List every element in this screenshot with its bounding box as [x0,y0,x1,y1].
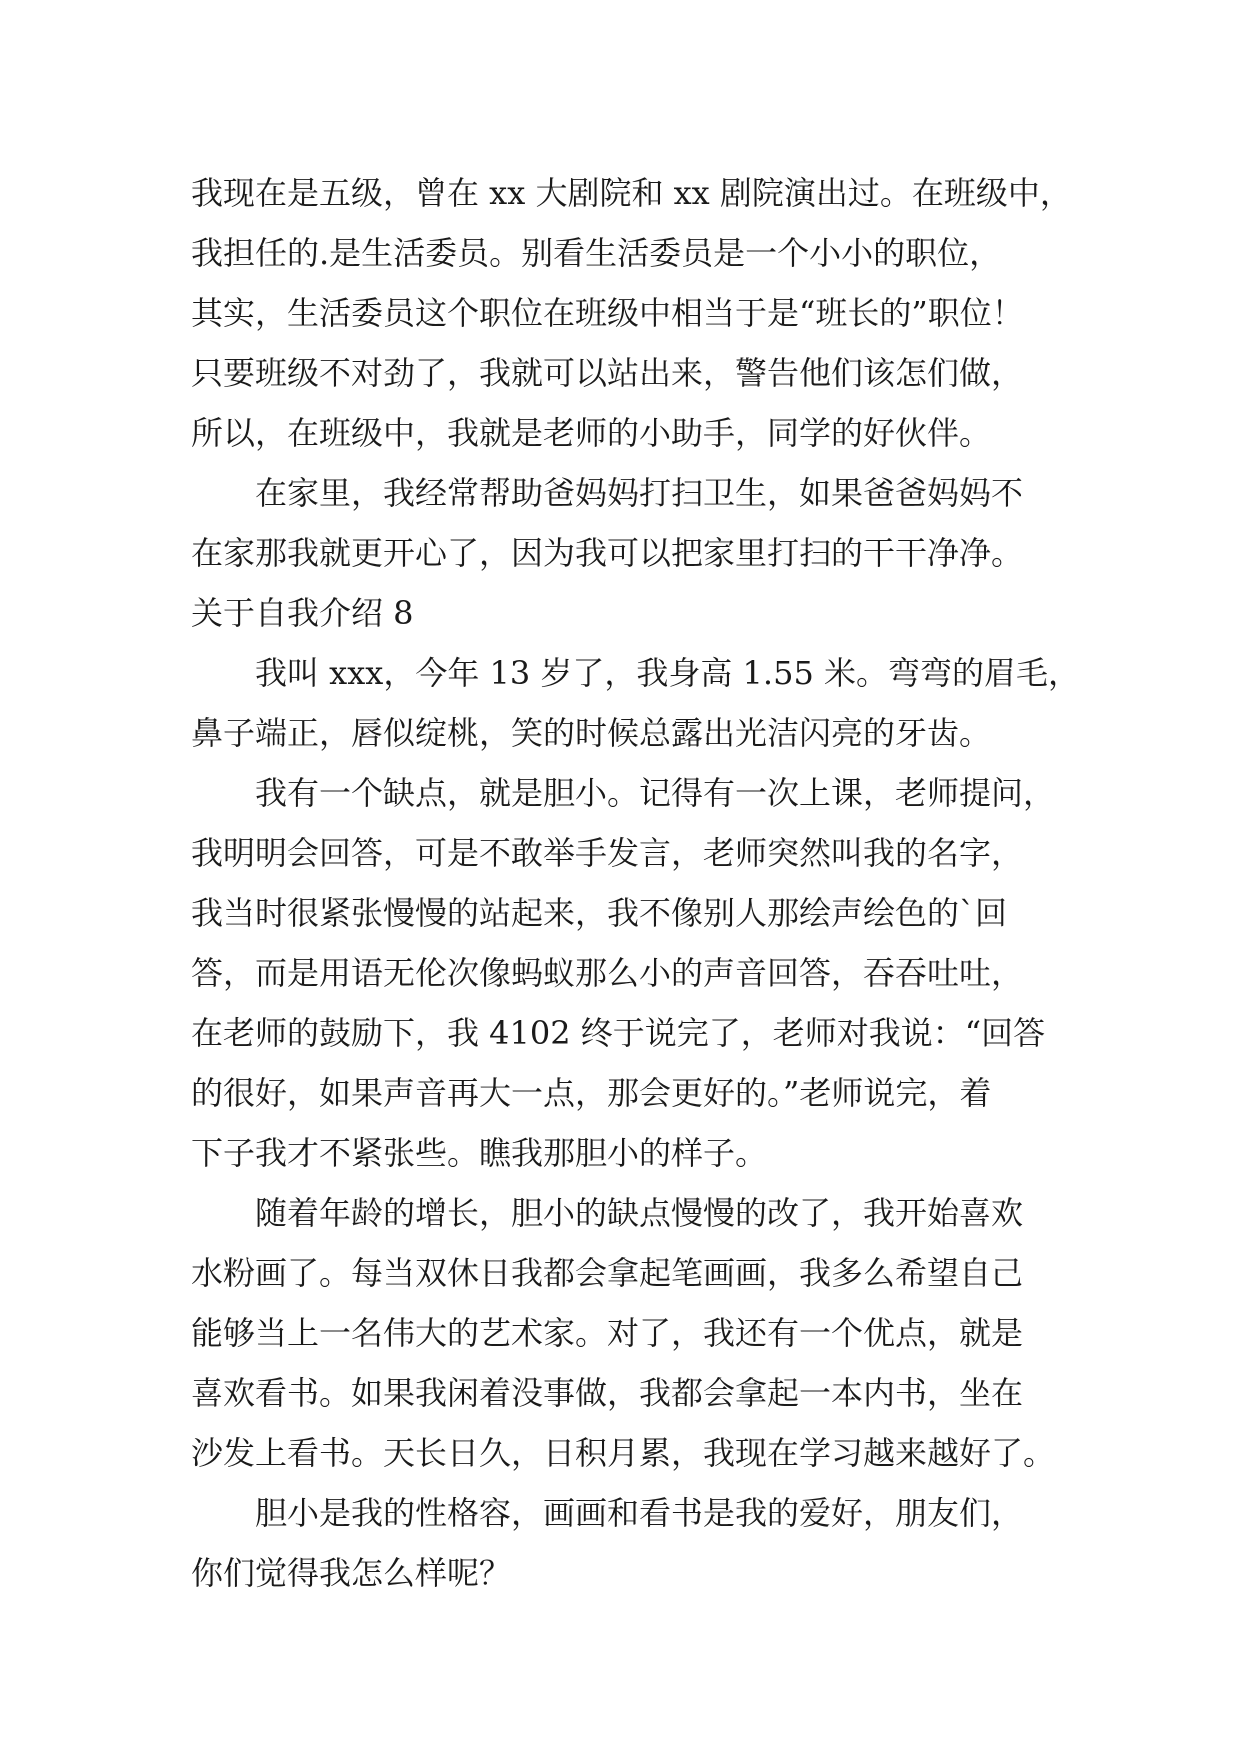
text-line: 我现在是五级，曾在 xx 大剧院和 xx 剧院演出过。在班级中， [191,174,1072,212]
text-line: 其实，生活委员这个职位在班级中相当于是“班长的”职位！ [191,294,1024,332]
text-line: 我当时很紧张慢慢的站起来，我不像别人那绘声绘色的`回 [191,894,1008,932]
text-line: 我担任的.是生活委员。别看生活委员是一个小小的职位， [191,234,1002,272]
text-line: 你们觉得我怎么样呢？ [191,1554,512,1592]
paragraph-start-line: 胆小是我的性格容，画画和看书是我的爱好，朋友们， [255,1494,1024,1532]
text-line: 只要班级不对劲了，我就可以站出来，警告他们该怎们做， [191,354,1024,392]
text-line: 喜欢看书。如果我闲着没事做，我都会拿起一本内书，坐在 [191,1374,1024,1412]
section-heading: 关于自我介绍 8 [191,594,414,632]
text-line: 我明明会回答，可是不敢举手发言，老师突然叫我的名字， [191,834,1024,872]
text-line: 在老师的鼓励下，我 4102 终于说完了，老师对我说：“回答 [191,1014,1046,1052]
paragraph-start-line: 在家里，我经常帮助爸妈妈打扫卫生，如果爸爸妈妈不 [255,474,1024,512]
text-line: 水粉画了。每当双休日我都会拿起笔画画，我多么希望自己 [191,1254,1024,1292]
text-line: 所以，在班级中，我就是老师的小助手，同学的好伙伴。 [191,414,992,452]
text-line: 答，而是用语无伦次像蚂蚁那么小的声音回答，吞吞吐吐， [191,954,1024,992]
paragraph-start-line: 我有一个缺点，就是胆小。记得有一次上课，老师提问， [255,774,1056,812]
document-body [191,163,1080,1603]
paragraph-start-line: 随着年龄的增长，胆小的缺点慢慢的改了，我开始喜欢 [255,1194,1024,1232]
text-line: 在家那我就更开心了，因为我可以把家里打扫的干干净净。 [191,534,1024,572]
text-line: 沙发上看书。天长日久，日积月累，我现在学习越来越好了。 [191,1434,1056,1472]
text-line: 能够当上一名伟大的艺术家。对了，我还有一个优点，就是 [191,1314,1024,1352]
text-line: 鼻子端正，唇似绽桃，笑的时候总露出光洁闪亮的牙齿。 [191,714,992,752]
text-line: 的很好，如果声音再大一点，那会更好的。”老师说完，着 [191,1074,992,1112]
text-line: 下子我才不紧张些。瞧我那胆小的样子。 [191,1134,768,1172]
paragraph-start-line: 我叫 xxx，今年 13 岁了，我身高 1.55 米。弯弯的眉毛， [255,654,1080,692]
